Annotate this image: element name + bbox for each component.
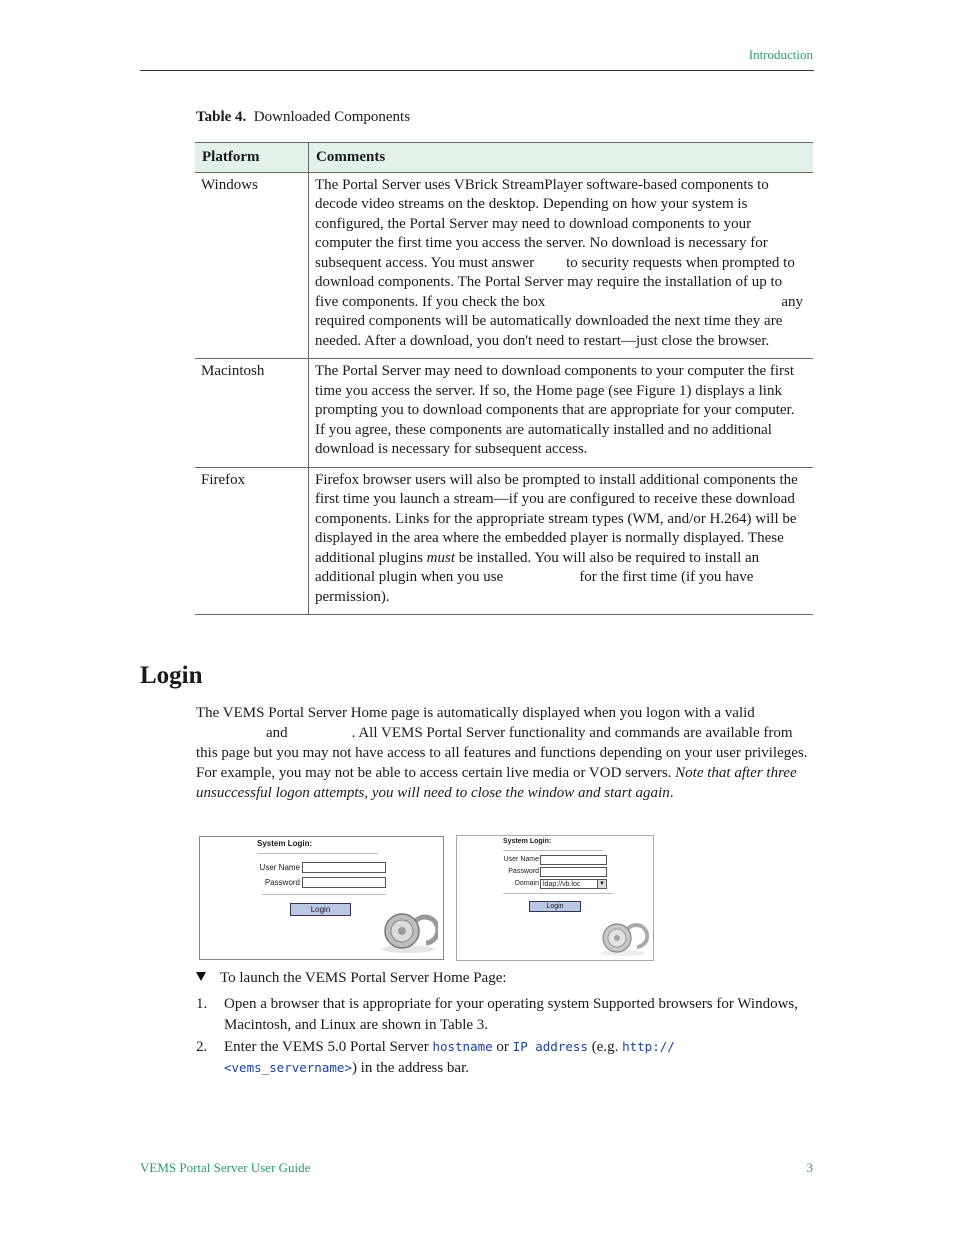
code-hostname: hostname	[432, 1039, 493, 1054]
fig-title: System Login:	[503, 838, 552, 845]
comments-cell: The Portal Server may need to download components to your computer the first time you access the server. If so, the Home page (see Figure 1) displays a link prompting you to download components that are appropriate for your computer. If you agree, these components are automatically installed and no additional download is necessary for subsequent access.	[309, 359, 814, 468]
running-header: Introduction	[748, 47, 813, 62]
table-row	[195, 467, 813, 615]
table-caption-label: Table 4.	[196, 109, 247, 125]
domain-value: ldap://vb.loc	[543, 881, 581, 888]
code-url: http://	[622, 1039, 675, 1054]
emphasis-must: must	[426, 549, 456, 566]
comment-text: to security requests when prompted to download components. The Portal Server may require the installation of up to five components. If you check the box	[315, 254, 795, 310]
username-input[interactable]	[302, 862, 386, 873]
login-screenshot-basic	[199, 836, 444, 960]
comment-text: be installed. You will also be required to install an additional plugin when you use	[315, 549, 760, 585]
login-screenshot-domain	[456, 835, 654, 961]
step-number: 1.	[196, 996, 208, 1012]
triangle-bullet-icon	[196, 972, 206, 981]
page-number: 3	[806, 1160, 813, 1175]
login-button[interactable]: Login	[529, 901, 581, 912]
step-number: 2.	[196, 1039, 208, 1055]
login-button[interactable]: Login	[290, 903, 351, 916]
table-row	[195, 172, 813, 359]
footer-title: VEMS Portal Server User Guide	[140, 1160, 311, 1175]
comment-text: Firefox browser users will also be prompted to install additional components the first time you launch a stream—if you are configured to receive these download components. Links for the appropriate stream types (WM, and/or H.264) will be displayed in the area where the embedded player is normally displayed. These additional plugins	[315, 471, 798, 566]
column-header-comments: Comments	[309, 143, 814, 173]
code-ip-address: IP address	[512, 1039, 588, 1054]
header-rule	[140, 70, 814, 71]
comment-text: for the first time (if you have permission).	[315, 569, 754, 605]
chevron-down-icon: ▼	[597, 880, 606, 888]
section-heading-login: Login	[140, 662, 203, 689]
components-table	[195, 142, 813, 615]
para-text: . All VEMS Portal Server functionality and commands are available from this page but you may not have access to all features and functions depending on your user privileges. For example, you may not be able to access certain live media or VOD servers.	[196, 725, 808, 781]
step-text: Open a browser that is appropriate for your operating system Supported browsers for Windows, Macintosh, and Linux are shown in Table 3.	[224, 996, 798, 1033]
platform-cell: Macintosh	[195, 359, 309, 468]
procedure-intro-text: To launch the VEMS Portal Server Home Page:	[220, 970, 507, 986]
step-text-part: Enter the VEMS 5.0 Portal Server	[224, 1039, 429, 1055]
platform-cell: Windows	[195, 172, 309, 359]
step-text-part: ) in the address bar.	[351, 1059, 469, 1076]
divider	[262, 894, 386, 895]
step-item	[196, 994, 810, 1035]
password-input[interactable]	[540, 867, 607, 877]
comments-cell	[309, 467, 814, 615]
para-text: and	[266, 725, 288, 741]
table-header-row	[195, 143, 813, 173]
para-note: Note that after three unsuccessful logon attempts, you will need to close the window and start again	[196, 765, 797, 801]
password-input[interactable]	[302, 877, 386, 888]
step-item	[196, 1037, 810, 1078]
table-caption	[196, 109, 410, 126]
code-servername: <vems_servername>	[224, 1059, 352, 1075]
padlock-icon	[378, 903, 438, 955]
fig-title: System Login:	[257, 839, 313, 848]
step-text-part: (e.g.	[591, 1039, 619, 1055]
comment-text: any required components will be automatically downloaded the next time they are needed. After a download, you don't need to restart—just close the browser.	[315, 293, 804, 349]
step-text-part: or	[496, 1039, 509, 1055]
procedure-intro	[196, 968, 507, 988]
username-input[interactable]	[540, 855, 607, 865]
domain-select[interactable]	[540, 879, 607, 889]
domain-label: Domain	[514, 880, 539, 887]
column-header-platform: Platform	[195, 143, 309, 173]
login-paragraph	[196, 703, 809, 803]
padlock-icon	[597, 914, 649, 958]
password-label: Password	[508, 868, 539, 875]
username-label: User Name	[503, 856, 539, 863]
username-label: User Name	[259, 863, 300, 872]
table-caption-title: Downloaded Components	[253, 109, 411, 125]
password-label: Password	[264, 878, 300, 887]
comments-cell	[309, 172, 814, 359]
para-text: .	[669, 785, 674, 801]
divider	[503, 893, 613, 894]
platform-cell: Firefox	[195, 467, 309, 615]
table-row	[195, 359, 813, 468]
step-text	[224, 1037, 810, 1078]
comment-text: The Portal Server uses VBrick StreamPlayer software-based components to decode video streams on the desktop. Depending on how your system is configured, the Portal Server may need to download components to your computer the first time you access the server. No download is necessary for subsequent access. You must answer	[315, 176, 769, 271]
divider	[503, 850, 603, 851]
para-text: The VEMS Portal Server Home page is automatically displayed when you logon with a valid	[196, 705, 755, 721]
divider	[257, 853, 378, 854]
